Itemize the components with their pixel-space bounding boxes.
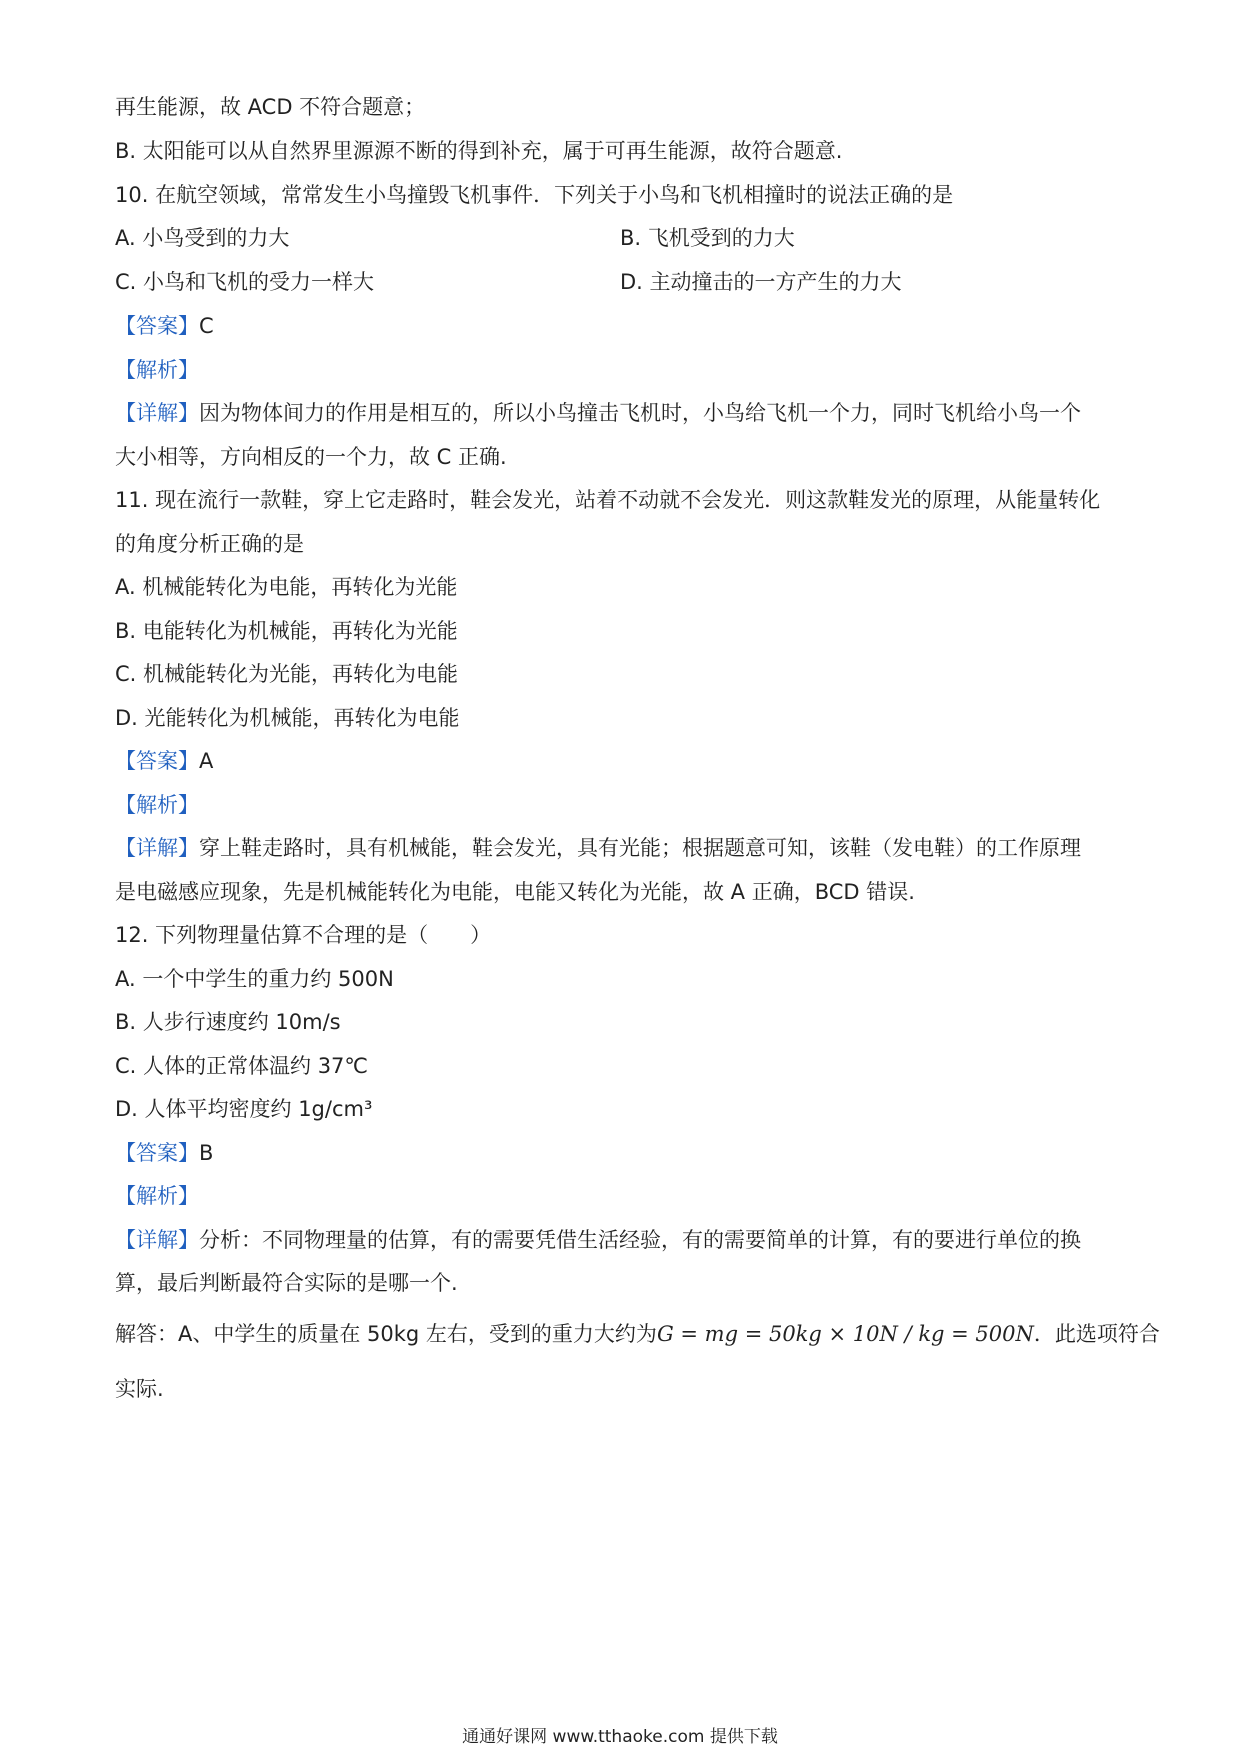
analysis-tag: 【解析】 [115,793,199,817]
q10-analysis-tag [115,356,199,384]
q11-answer [115,747,213,775]
q12-solution-suffix: ．此选项符合 [1033,1322,1160,1346]
q11-stem-line-1: 11. 现在流行一款鞋，穿上它走路时，鞋会发光，站着不动就不会发光．则这款鞋发光的原理，从能量转化 [115,488,1101,512]
page-footer: 通通好课网 www.tthaoke.com 提供下载 [462,1727,778,1747]
q10-detail-line-2: 大小相等，方向相反的一个力，故 C 正确. [115,445,507,469]
q11-option-c: C. 机械能转化为光能，再转化为电能 [115,662,459,686]
q11-answer-value: A [199,749,214,773]
intro-line-1: 再生能源，故 ACD 不符合题意； [115,95,426,119]
q12-answer [115,1139,213,1167]
q12-solution-line-2: 实际. [115,1377,164,1401]
q10-option-a: A. 小鸟受到的力大 [115,226,290,250]
detail-tag: 【详解】 [115,401,199,425]
q12-stem: 12. 下列物理量估算不合理的是（ ） [115,923,492,947]
answer-tag: 【答案】 [115,1141,199,1165]
q11-option-b: B. 电能转化为机械能，再转化为光能 [115,619,458,643]
q10-detail-line-1 [115,399,1081,427]
q11-stem-line-2: 的角度分析正确的是 [115,532,304,556]
q11-option-d: D. 光能转化为机械能，再转化为电能 [115,706,460,730]
q10-option-b: B. 飞机受到的力大 [620,226,795,250]
answer-tag: 【答案】 [115,749,199,773]
q12-option-b: B. 人步行速度约 10m/s [115,1010,341,1034]
analysis-tag: 【解析】 [115,1184,199,1208]
detail-tag: 【详解】 [115,836,199,860]
q10-stem: 10. 在航空领域，常常发生小鸟撞毁飞机事件．下列关于小鸟和飞机相撞时的说法正确的是 [115,183,954,207]
q11-detail-line-1 [115,834,1081,862]
q10-detail-text: 因为物体间力的作用是相互的，所以小鸟撞击飞机时，小鸟给飞机一个力，同时飞机给小鸟一个 [199,401,1081,425]
q12-detail-line-1 [115,1226,1081,1254]
q12-detail-line-2: 算，最后判断最符合实际的是哪一个. [115,1271,458,1295]
q10-answer-value: C [199,314,214,338]
q10-option-d: D. 主动撞击的一方产生的力大 [620,270,902,294]
q11-option-a: A. 机械能转化为电能，再转化为光能 [115,575,458,599]
q12-solution-line-1 [115,1320,1160,1348]
q11-detail-line-2: 是电磁感应现象，先是机械能转化为电能，电能又转化为光能，故 A 正确，BCD 错误. [115,880,915,904]
q12-option-c: C. 人体的正常体温约 37℃ [115,1054,368,1078]
q11-analysis-tag [115,791,199,819]
gravity-formula: G = mg = 50kg × 10N / kg = 500N [656,1322,1034,1346]
analysis-tag: 【解析】 [115,358,199,382]
q12-option-a: A. 一个中学生的重力约 500N [115,967,394,991]
q10-option-c: C. 小鸟和飞机的受力一样大 [115,270,375,294]
q12-solution-prefix: 解答：A、中学生的质量在 50kg 左右，受到的重力大约为 [115,1322,657,1346]
q12-detail-text: 分析：不同物理量的估算，有的需要凭借生活经验，有的需要简单的计算，有的要进行单位的换 [199,1228,1081,1252]
q12-analysis-tag [115,1182,199,1210]
q10-answer [115,312,214,340]
q11-detail-text: 穿上鞋走路时，具有机械能，鞋会发光，具有光能；根据题意可知，该鞋（发电鞋）的工作原理 [199,836,1081,860]
q12-answer-value: B [199,1141,214,1165]
q12-option-d: D. 人体平均密度约 1g/cm³ [115,1097,373,1121]
detail-tag: 【详解】 [115,1228,199,1252]
answer-tag: 【答案】 [115,314,199,338]
intro-line-2: B. 太阳能可以从自然界里源源不断的得到补充，属于可再生能源，故符合题意. [115,139,843,163]
